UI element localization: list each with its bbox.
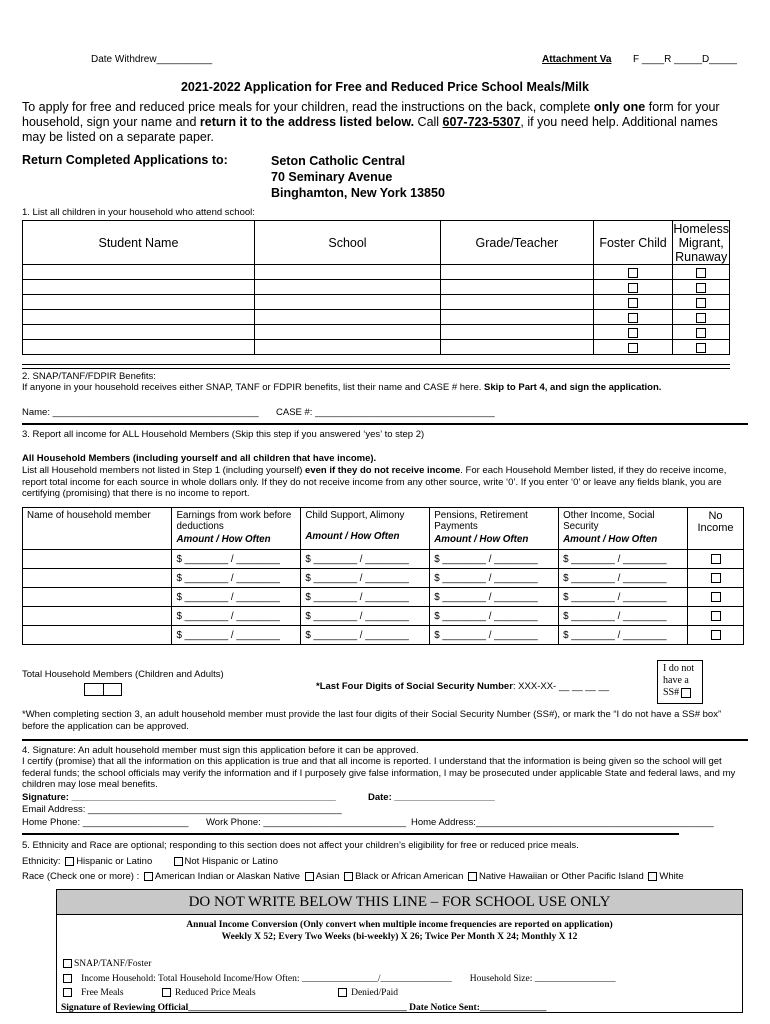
step2-label: 2. SNAP/TANF/FDPIR Benefits: <box>22 371 156 382</box>
no-income-checkbox[interactable] <box>711 573 721 583</box>
home-address-field[interactable]: Home Address:_____________________________________________ <box>411 817 714 828</box>
student-name-cell[interactable] <box>23 325 255 340</box>
amount-cell[interactable]: $ ________ / ________ <box>172 569 301 588</box>
ssn-field[interactable]: *Last Four Digits of Social Security Number: XXX-XX- __ __ __ __ <box>316 681 610 692</box>
col-pensions: Pensions, Retirement Payments Amount / How Often <box>430 508 559 550</box>
race-asian-checkbox[interactable] <box>305 872 314 881</box>
return-to-label: Return Completed Applications to: <box>22 153 228 167</box>
amount-cell[interactable]: $ ________ / ________ <box>559 550 688 569</box>
foster-child-cell[interactable] <box>593 265 673 280</box>
member-name-cell[interactable] <box>23 569 172 588</box>
no-ssn-checkbox[interactable] <box>681 688 691 698</box>
ethnicity-hispanic-checkbox[interactable] <box>65 857 74 866</box>
amount-cell[interactable]: $ ________ / ________ <box>430 626 559 645</box>
col-other-income: Other Income, Social Security Amount / How Often <box>559 508 688 550</box>
date-withdrew: Date Withdrew__________ <box>91 54 213 65</box>
amount-cell[interactable]: $ ________ / ________ <box>172 550 301 569</box>
homeless-cell[interactable] <box>673 295 730 310</box>
snap-case-field[interactable]: CASE #: __________________________________ <box>276 407 495 418</box>
no-income-cell[interactable] <box>688 569 744 588</box>
ssn-note: *When completing section 3, an adult household member must provide the last four digits of their Social Security Number (SS#), or mark the “I do not have a SS# box” before the application can be approved. <box>22 709 722 732</box>
income-row <box>23 569 744 588</box>
no-income-checkbox[interactable] <box>711 592 721 602</box>
grade-teacher-cell[interactable] <box>441 265 594 280</box>
student-name-cell[interactable] <box>23 280 255 295</box>
child-row <box>23 265 730 280</box>
foster-child-checkbox[interactable] <box>628 268 638 278</box>
children-table <box>22 220 730 355</box>
amount-cell[interactable]: $ ________ / ________ <box>430 550 559 569</box>
school-cell[interactable] <box>254 295 440 310</box>
foster-child-checkbox[interactable] <box>628 343 638 353</box>
reviewer-signature[interactable]: Signature of Reviewing Official______________________________________________ Date Notice Sent:______________ <box>61 1002 547 1013</box>
race-white-checkbox[interactable] <box>648 872 657 881</box>
foster-child-cell[interactable] <box>593 310 673 325</box>
income-row <box>23 607 744 626</box>
section-divider <box>22 364 730 369</box>
school-use-banner: DO NOT WRITE BELOW THIS LINE – FOR SCHOOL USE ONLY <box>57 890 742 915</box>
school-cell[interactable] <box>254 310 440 325</box>
col-grade-teacher: Grade/Teacher <box>441 221 594 265</box>
total-members-label: Total Household Members (Children and Adults) <box>22 669 224 680</box>
homeless-checkbox[interactable] <box>696 268 706 278</box>
intro-paragraph: To apply for free and reduced price meals for your children, read the instructions on the back, complete only one form for your household, sign your name and return it to the address listed below. Call 607-723-5307, if you need help. Additional names may be listed on a separate paper. <box>22 100 720 144</box>
homeless-cell[interactable] <box>673 310 730 325</box>
no-income-cell[interactable] <box>688 588 744 607</box>
snap-name-field[interactable]: Name: _______________________________________ <box>22 407 259 418</box>
member-name-cell[interactable] <box>23 607 172 626</box>
student-name-cell[interactable] <box>23 310 255 325</box>
divider <box>22 739 748 741</box>
col-member-name: Name of household member <box>23 508 172 550</box>
reduced-meals-checkbox[interactable] <box>162 988 171 997</box>
homeless-cell[interactable] <box>673 280 730 295</box>
col-student-name: Student Name <box>23 221 255 265</box>
income-row <box>23 588 744 607</box>
child-row <box>23 280 730 295</box>
income-row <box>23 626 744 645</box>
foster-child-checkbox[interactable] <box>628 313 638 323</box>
foster-child-cell[interactable] <box>593 325 673 340</box>
col-no-income: No Income <box>688 508 744 550</box>
no-income-checkbox[interactable] <box>711 611 721 621</box>
income-household-checkbox[interactable] <box>63 974 72 983</box>
grade-teacher-cell[interactable] <box>441 280 594 295</box>
amount-cell[interactable]: $ ________ / ________ <box>559 569 688 588</box>
col-homeless: Homeless Migrant, Runaway <box>673 221 729 264</box>
no-income-cell[interactable] <box>688 607 744 626</box>
child-row <box>23 325 730 340</box>
no-income-cell[interactable] <box>688 626 744 645</box>
grade-teacher-cell[interactable] <box>441 310 594 325</box>
income-table <box>22 507 744 645</box>
amount-cell[interactable]: $ ________ / ________ <box>172 588 301 607</box>
ethnicity-not-hispanic-checkbox[interactable] <box>174 857 183 866</box>
help-phone: 607-723-5307 <box>442 115 521 129</box>
divider <box>22 423 748 425</box>
attachment-label: Attachment Va <box>542 54 612 65</box>
school-cell[interactable] <box>254 280 440 295</box>
amount-cell[interactable]: $ ________ / ________ <box>301 550 430 569</box>
form-title: 2021-2022 Application for Free and Reduced Price School Meals/Milk <box>180 80 589 94</box>
child-row <box>23 295 730 310</box>
no-ssn-box[interactable]: I do not have a SS# <box>657 660 703 704</box>
member-name-cell[interactable] <box>23 626 172 645</box>
foster-child-cell[interactable] <box>593 340 673 355</box>
member-name-cell[interactable] <box>23 588 172 607</box>
student-name-cell[interactable] <box>23 340 255 355</box>
amount-cell[interactable]: $ ________ / ________ <box>301 607 430 626</box>
amount-cell[interactable]: $ ________ / ________ <box>172 607 301 626</box>
free-meals-checkbox[interactable] <box>63 988 72 997</box>
income-conversion: Annual Income Conversion (Only convert when multiple income frequencies are reported on application) Weekly X 52; Every Two Weeks (bi-weekly) X 26; Twice Per Month X 24; Monthly X 12 <box>186 920 613 942</box>
amount-cell[interactable]: $ ________ / ________ <box>430 569 559 588</box>
step5-label: 5. Ethnicity and Race are optional; responding to this section does not affect your children’s eligibility for free or reduced price meals. <box>22 840 579 851</box>
step2-text: If anyone in your household receives either SNAP, TANF or FDPIR benefits, list their name and CASE # here. Skip to Part 4, and sign the application. <box>22 382 662 393</box>
amount-cell[interactable]: $ ________ / ________ <box>559 626 688 645</box>
home-phone-field[interactable]: Home Phone: ____________________ <box>22 817 189 828</box>
col-child-support: Child Support, Alimony Amount / How Often <box>301 508 430 550</box>
col-school: School <box>254 221 440 265</box>
amount-cell[interactable]: $ ________ / ________ <box>430 607 559 626</box>
race-american-indian-checkbox[interactable] <box>144 872 153 881</box>
ethnicity-row: Ethnicity: Hispanic or Latino Not Hispanic or Latino <box>22 856 278 867</box>
student-name-cell[interactable] <box>23 295 255 310</box>
school-cell[interactable] <box>254 325 440 340</box>
foster-child-checkbox[interactable] <box>628 328 638 338</box>
denied-checkbox[interactable] <box>338 988 347 997</box>
signature-field[interactable]: Signature: __________________________________________________ <box>22 792 336 803</box>
foster-child-cell[interactable] <box>593 295 673 310</box>
amount-cell[interactable]: $ ________ / ________ <box>559 607 688 626</box>
frd-codes: F ____R _____D_____ <box>633 54 737 65</box>
race-pacific-islander-checkbox[interactable] <box>468 872 477 881</box>
school-use-box <box>56 889 743 1013</box>
amount-cell[interactable]: $ ________ / ________ <box>172 626 301 645</box>
snap-checkbox[interactable] <box>63 959 72 968</box>
grade-teacher-cell[interactable] <box>441 295 594 310</box>
email-field[interactable]: Email Address: ________________________________________________ <box>22 804 342 815</box>
step1-label: 1. List all children in your household who attend school: <box>22 207 255 218</box>
homeless-cell[interactable] <box>673 265 730 280</box>
homeless-checkbox[interactable] <box>696 298 706 308</box>
work-phone-field[interactable]: Work Phone: ___________________________ <box>206 817 407 828</box>
child-row <box>23 310 730 325</box>
total-members-input[interactable] <box>84 683 122 696</box>
date-field[interactable]: Date: ___________________ <box>368 792 495 803</box>
income-row <box>23 550 744 569</box>
amount-cell[interactable]: $ ________ / ________ <box>430 588 559 607</box>
school-cell[interactable] <box>254 265 440 280</box>
school-use-fields: SNAP/TANF/Foster Income Household: Total Household Income/How Often: ________________/_______________ Household Size: _________________ Free Meals Reduced Price Meals Denied/Paid Signature of Reviewing Official______________________________________________ Date Notice Sent:______________ <box>61 957 741 1015</box>
amount-cell[interactable]: $ ________ / ________ <box>301 588 430 607</box>
grade-teacher-cell[interactable] <box>441 340 594 355</box>
step4-certify: I certify (promise) that all the information on this application is true and that all income is reported. I understand that the information is being given so the school will get federal funds; the school officials may verify the information and if I purposely give false information, I may be prosecuted under applicable State and federal laws, and my children may lose meal benefits. <box>22 756 736 790</box>
grade-teacher-cell[interactable] <box>441 325 594 340</box>
no-income-checkbox[interactable] <box>711 630 721 640</box>
homeless-cell[interactable] <box>673 340 730 355</box>
step3-instructions: List all Household members not listed in Step 1 (including yourself) even if they do not receive income. For each Household Member listed, if they do receive income, report total income for each source in whole dollars only. If they do not receive income from any other source, write ‘0’. If you enter ‘0’ or leave any fields blank, you are certifying (promising) that there is no income to report. <box>22 465 727 499</box>
col-foster-child: Foster Child <box>593 221 673 265</box>
col-earnings: Earnings from work before deductions Amount / How Often <box>172 508 301 550</box>
no-income-cell[interactable] <box>688 550 744 569</box>
race-black-checkbox[interactable] <box>344 872 353 881</box>
step3-heading: All Household Members (including yourself and all children that have income). <box>22 453 377 464</box>
homeless-checkbox[interactable] <box>696 328 706 338</box>
child-row <box>23 340 730 355</box>
amount-cell[interactable]: $ ________ / ________ <box>301 626 430 645</box>
member-name-cell[interactable] <box>23 550 172 569</box>
amount-cell[interactable]: $ ________ / ________ <box>559 588 688 607</box>
no-income-checkbox[interactable] <box>711 554 721 564</box>
step3-label: 3. Report all income for ALL Household Members (Skip this step if you answered ‘yes’ to step 2) <box>22 429 425 440</box>
homeless-checkbox[interactable] <box>696 313 706 323</box>
student-name-cell[interactable] <box>23 265 255 280</box>
return-address: Seton Catholic Central 70 Seminary Avenue Binghamton, New York 13850 <box>271 154 445 200</box>
school-cell[interactable] <box>254 340 440 355</box>
homeless-checkbox[interactable] <box>696 343 706 353</box>
divider <box>22 833 679 835</box>
amount-cell[interactable]: $ ________ / ________ <box>301 569 430 588</box>
race-row: Race (Check one or more) : American Indian or Alaskan Native Asian Black or African American Native Hawaiian or Other Pacific Island White <box>22 871 684 882</box>
foster-child-checkbox[interactable] <box>628 283 638 293</box>
homeless-checkbox[interactable] <box>696 283 706 293</box>
foster-child-checkbox[interactable] <box>628 298 638 308</box>
step4-label: 4. Signature: An adult household member must sign this application before it can be approved. <box>22 745 419 756</box>
foster-child-cell[interactable] <box>593 280 673 295</box>
homeless-cell[interactable] <box>673 325 730 340</box>
